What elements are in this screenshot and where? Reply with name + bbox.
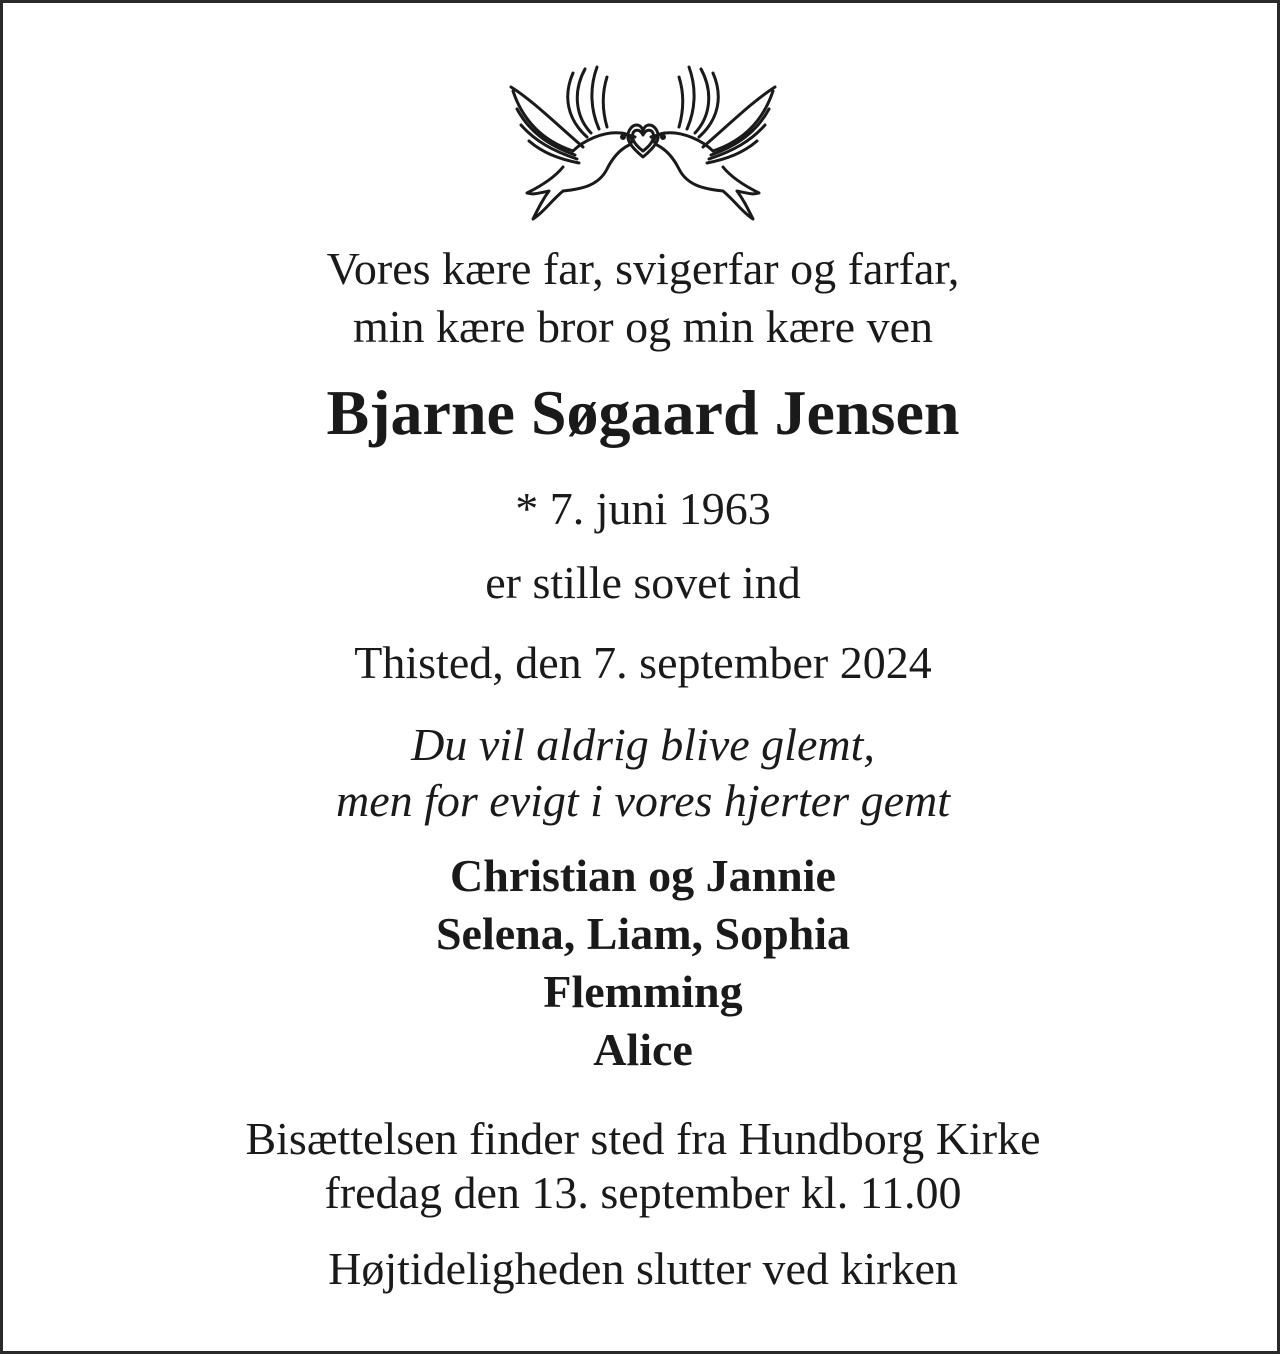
doves-with-heart-icon	[503, 61, 783, 223]
intro-line-1: Vores kære far, svigerfar og farfar,	[326, 243, 960, 294]
left-dove-icon	[511, 67, 635, 219]
intro-line-2: min kære bror og min kære ven	[352, 301, 933, 352]
birth-date: * 7. juni 1963	[515, 483, 771, 534]
deceased-name: Bjarne Søgaard Jensen	[326, 377, 960, 448]
right-dove-icon	[651, 67, 775, 219]
funeral-info-line-1: Bisættelsen finder sted fra Hundborg Kirke	[245, 1113, 1041, 1164]
verse-line-1: Du vil aldrig blive glemt,	[411, 719, 875, 770]
mourner-line: Flemming	[543, 966, 743, 1017]
mourner-line: Selena, Liam, Sophia	[435, 908, 851, 959]
verse-line-2: men for evigt i vores hjerter gemt	[335, 775, 951, 826]
mourner-line: Alice	[593, 1024, 693, 1075]
closing-note: Højtideligheden slutter ved kirken	[328, 1243, 958, 1294]
passed-away-text: er stille sovet ind	[485, 557, 801, 608]
mourner-line: Christian og Jannie	[450, 850, 836, 901]
place-and-date: Thisted, den 7. september 2024	[354, 637, 932, 688]
funeral-info-line-2: fredag den 13. september kl. 11.00	[324, 1167, 962, 1218]
